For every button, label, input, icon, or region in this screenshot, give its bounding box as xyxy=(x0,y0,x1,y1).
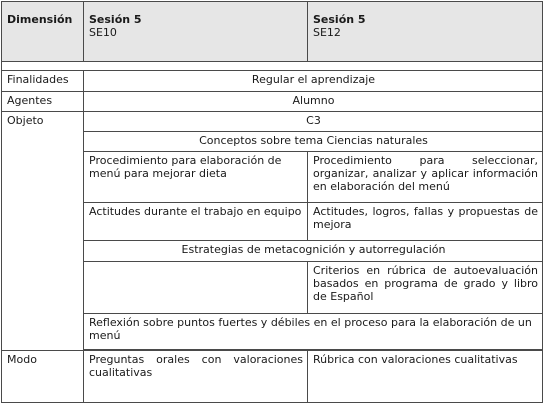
row-modo xyxy=(2,351,543,403)
spacer-row xyxy=(2,62,543,71)
header-session-b xyxy=(308,2,543,62)
value-finalidades: Regular el aprendizaje xyxy=(84,71,543,92)
label-objeto: Objeto xyxy=(2,112,84,351)
value-c3: C3 xyxy=(84,112,543,132)
row-finalidades xyxy=(2,71,543,92)
value-modo-b: Rúbrica con valoraciones cualitativas xyxy=(308,351,543,403)
header-row xyxy=(2,2,543,62)
label-finalidades: Finalidades xyxy=(2,71,84,92)
spacer-cell xyxy=(84,62,543,71)
value-actitudes-a: Actitudes durante el trabajo en equipo xyxy=(84,203,308,241)
row-procedimiento xyxy=(2,152,543,203)
row-objeto-c3 xyxy=(2,112,543,132)
header-session-a-code: SE10 xyxy=(89,26,117,39)
header-dimension: Dimensión xyxy=(2,2,84,62)
value-modo-a: Preguntas orales con valoraciones cualitativas xyxy=(84,351,308,403)
value-estrategias: Estrategias de metacognición y autorregulación xyxy=(84,241,543,262)
value-criterios-a xyxy=(84,262,308,314)
row-reflexion xyxy=(2,314,543,350)
row-estrategias xyxy=(2,241,543,262)
value-procedimiento-a: Procedimiento para elaboración de menú para mejorar dieta xyxy=(84,152,308,203)
row-criterios xyxy=(2,262,543,314)
row-actitudes xyxy=(2,203,543,241)
value-agentes: Alumno xyxy=(84,92,543,112)
value-reflexion: Reflexión sobre puntos fuertes y débiles en el proceso para la elaboración de un menú xyxy=(84,314,543,350)
row-agentes xyxy=(2,92,543,112)
label-agentes: Agentes xyxy=(2,92,84,112)
row-conceptos xyxy=(2,132,543,152)
label-modo: Modo xyxy=(2,351,84,403)
value-criterios-b: Criterios en rúbrica de autoevaluación basados en programa de grado y libro de Español xyxy=(308,262,543,314)
header-session-a xyxy=(84,2,308,62)
value-procedimiento-b: Procedimiento para seleccionar, organizar, analizar y aplicar información en elaboración del menú xyxy=(308,152,543,203)
value-conceptos: Conceptos sobre tema Ciencias naturales xyxy=(84,132,543,152)
value-actitudes-b: Actitudes, logros, fallas y propuestas de mejora xyxy=(308,203,543,241)
header-session-a-title: Sesión 5 xyxy=(89,13,142,26)
spacer-cell xyxy=(2,62,84,71)
header-session-b-code: SE12 xyxy=(313,26,341,39)
evaluation-table xyxy=(1,1,543,403)
header-session-b-title: Sesión 5 xyxy=(313,13,366,26)
